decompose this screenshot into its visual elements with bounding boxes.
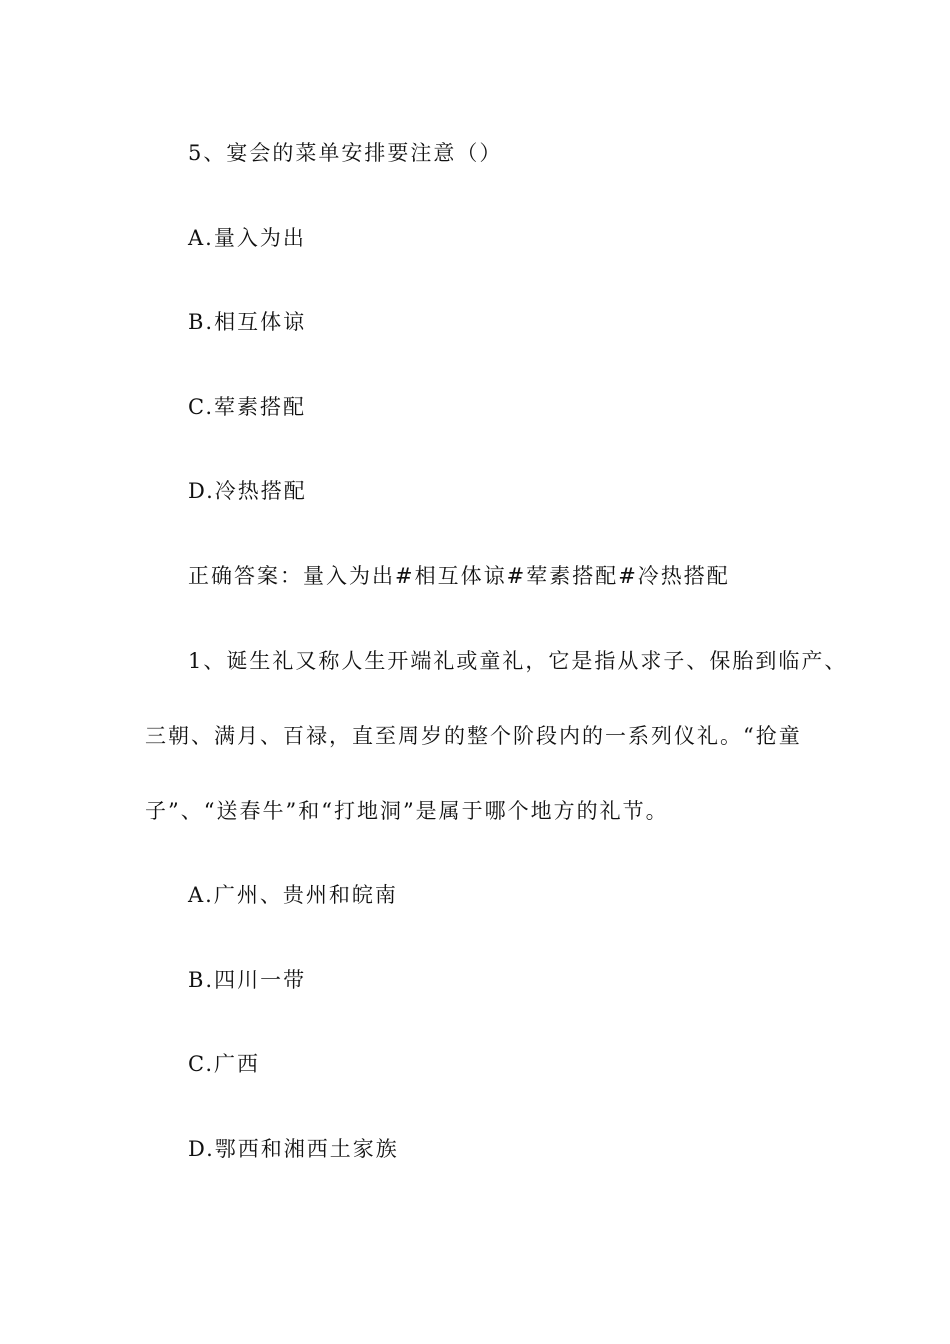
question-1-option-b: B.四川一带 [188, 968, 307, 992]
question-5-option-d: D.冷热搭配 [188, 479, 307, 503]
question-1-stem-line-2: 三朝、满月、百禄，直至周岁的整个阶段内的一系列仪礼。“抢童 [145, 724, 802, 748]
question-1-option-d: D.鄂西和湘西土家族 [188, 1137, 399, 1161]
question-5-stem: 5、宴会的菜单安排要注意（） [188, 141, 503, 165]
question-1-option-c: C.广西 [188, 1052, 260, 1076]
question-5-option-b: B.相互体谅 [188, 310, 307, 334]
question-1-option-a: A.广州、贵州和皖南 [188, 883, 398, 907]
question-5-option-a: A.量入为出 [188, 226, 306, 250]
question-1-stem-line-1: 1、诞生礼又称人生开端礼或童礼，它是指从求子、保胎到临产、 [188, 649, 848, 673]
question-5-option-c: C.荤素搭配 [188, 395, 306, 419]
question-5-answer: 正确答案：量入为出#相互体谅#荤素搭配#冷热搭配 [188, 564, 730, 588]
question-1-stem-line-3: 子”、“送春牛”和“打地洞”是属于哪个地方的礼节。 [145, 799, 669, 823]
